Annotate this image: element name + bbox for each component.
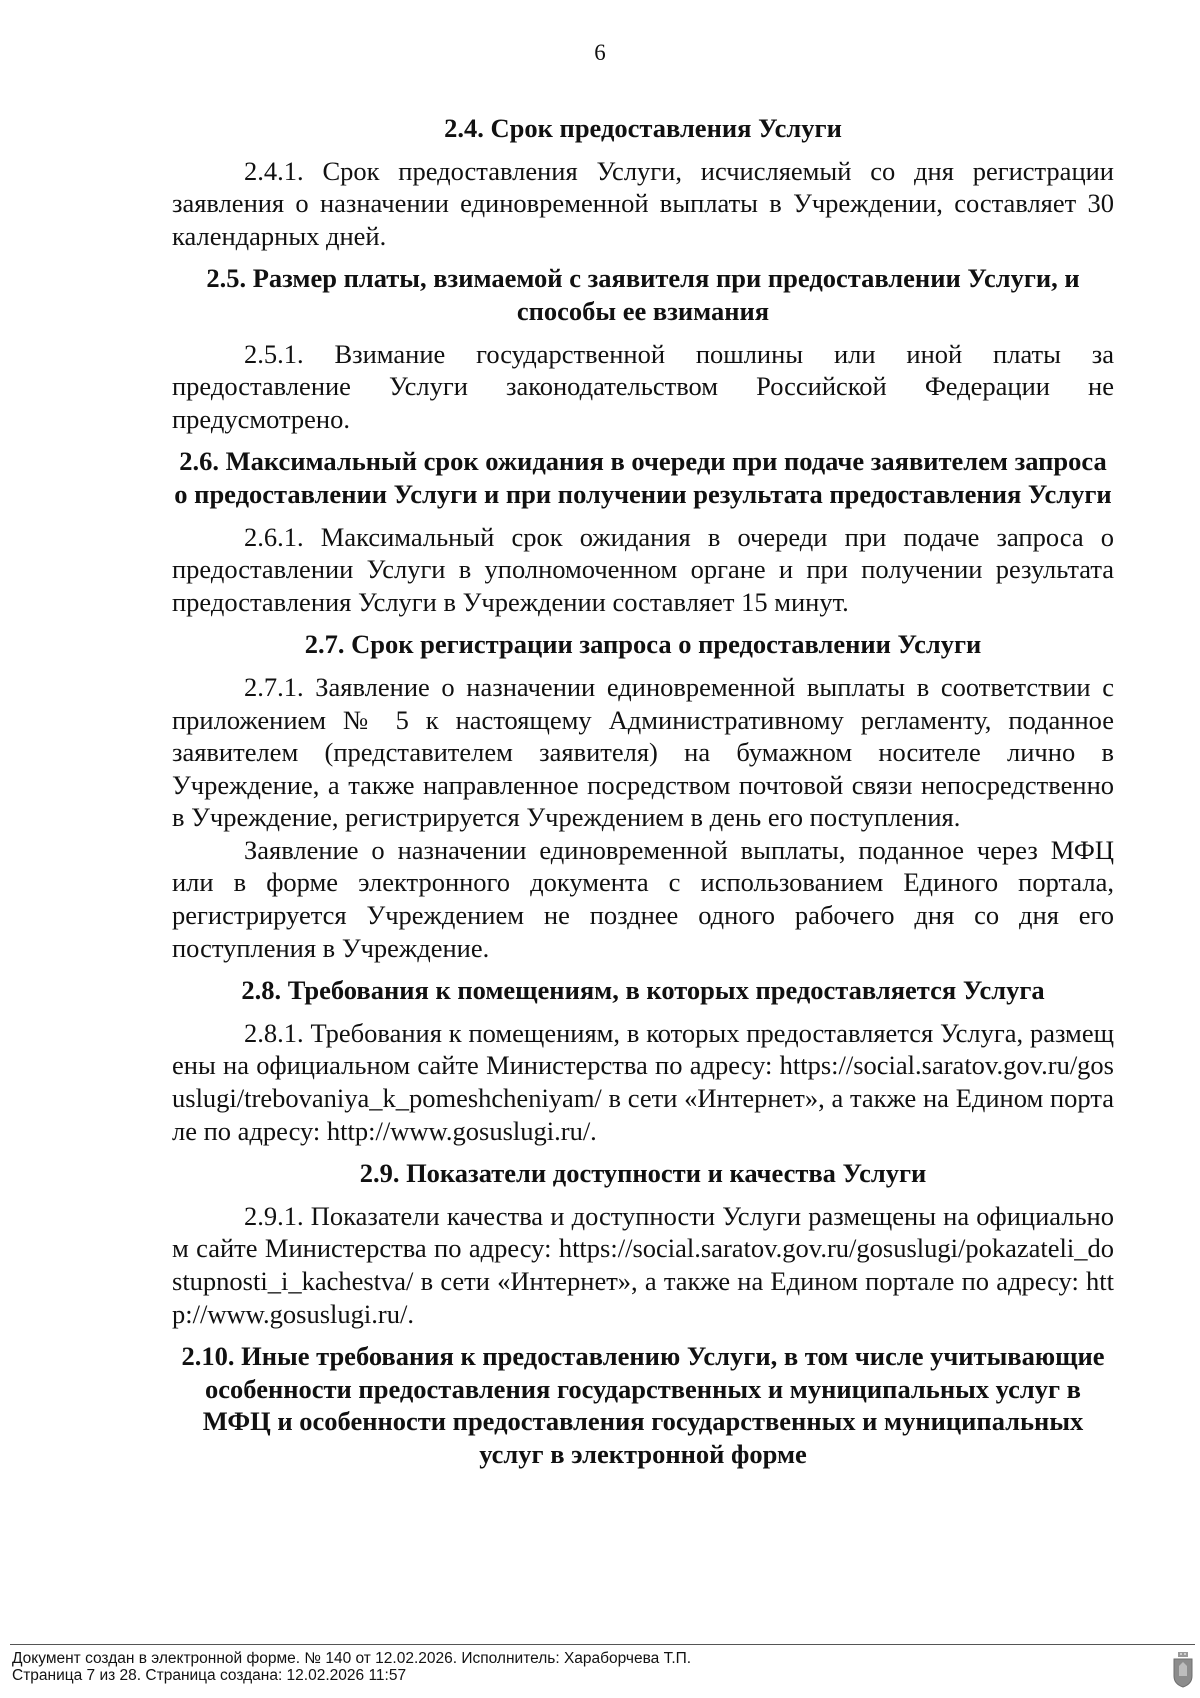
page-number: 6	[594, 40, 606, 65]
section-2-10	[172, 1340, 1114, 1470]
footer-line-page-info: Страница 7 из 28. Страница создана: 12.02.2026 11:57	[12, 1667, 407, 1684]
document-footer	[0, 1638, 1200, 1698]
footer-line-document-info: Документ создан в электронной форме. № 140 от 12.02.2026. Исполнитель: Хараборчева Т.П.	[12, 1650, 692, 1667]
section-2-9	[172, 1157, 1114, 1330]
section-paragraph: 2.7.1. Заявление о назначении единовременной выплаты в соответствии с приложением № 5 к настоящему Административному регламенту, поданное заявителем (представителем заявителя) на бумажном носителе лично в Учреждение, а также направленное посредством почтовой связи непосредственно в Учреждение, регистрируется Учреждением в день его поступления.	[172, 671, 1114, 833]
section-2-6	[172, 445, 1114, 618]
section-2-7	[172, 628, 1114, 964]
footer-divider	[10, 1644, 1195, 1645]
section-heading: 2.10. Иные требования к предоставлению Услуги, в том числе учитывающие особенности предоставления государственных и муниципальных услуг в МФЦ и особенности предоставления государственных и муниципальных услуг в электронной форме	[181, 1341, 1105, 1469]
section-paragraph: 2.9.1. Показатели качества и доступности Услуги размещены на официальном сайте Министерства по адресу: https://social.saratov.gov.ru/gosuslugi/pokazateli_dostupnosti_i_kachestva/ в сети «Интернет», а также на Едином портале по адресу: http://www.gosuslugi.ru/.	[172, 1200, 1114, 1329]
section-paragraph: 2.8.1. Требования к помещениям, в которых предоставляется Услуга, размещены на официальном сайте Министерства по адресу: https://social.saratov.gov.ru/gosuslugi/trebovaniya_k_pomeshcheniyam/ в сети «Интернет», а также на Едином портале по адресу: http://www.gosuslugi.ru/.	[172, 1017, 1114, 1146]
section-2-4	[172, 112, 1114, 252]
section-heading: 2.5. Размер платы, взимаемой с заявителя при предоставлении Услуги, и способы ее взимания	[206, 263, 1080, 326]
coat-of-arms-icon	[1172, 1652, 1194, 1688]
section-heading: 2.8. Требования к помещениям, в которых предоставляется Услуга	[241, 975, 1045, 1006]
section-heading: 2.6. Максимальный срок ожидания в очереди при подаче заявителем запроса о предоставлении Услуги и при получении результата предоставления Услуги	[174, 446, 1112, 509]
document-body	[172, 112, 1114, 1481]
section-paragraph: 2.5.1. Взимание государственной пошлины или иной платы за предоставление Услуги законодательством Российской Федерации не предусмотрено.	[172, 338, 1114, 434]
section-paragraph: 2.4.1. Срок предоставления Услуги, исчисляемый со дня регистрации заявления о назначении единовременной выплаты в Учреждении, составляет 30 календарных дней.	[172, 155, 1114, 251]
section-heading: 2.9. Показатели доступности и качества Услуги	[359, 1158, 927, 1189]
section-paragraph: Заявление о назначении единовременной выплаты, поданное через МФЦ или в форме электронного документа с использованием Единого портала, регистрируется Учреждением не позднее одного рабочего дня со дня его поступления в Учреждение.	[172, 834, 1114, 963]
section-heading: 2.7. Срок регистрации запроса о предоставлении Услуги	[304, 629, 982, 660]
footer-text	[12, 1650, 691, 1684]
section-2-8	[172, 974, 1114, 1147]
section-heading: 2.4. Срок предоставления Услуги	[444, 113, 842, 143]
section-2-5	[172, 262, 1114, 435]
section-paragraph: 2.6.1. Максимальный срок ожидания в очереди при подаче запроса о предоставлении Услуги в уполномоченном органе и при получении результата предоставления Услуги в Учреждении составляет 15 минут.	[172, 521, 1114, 617]
